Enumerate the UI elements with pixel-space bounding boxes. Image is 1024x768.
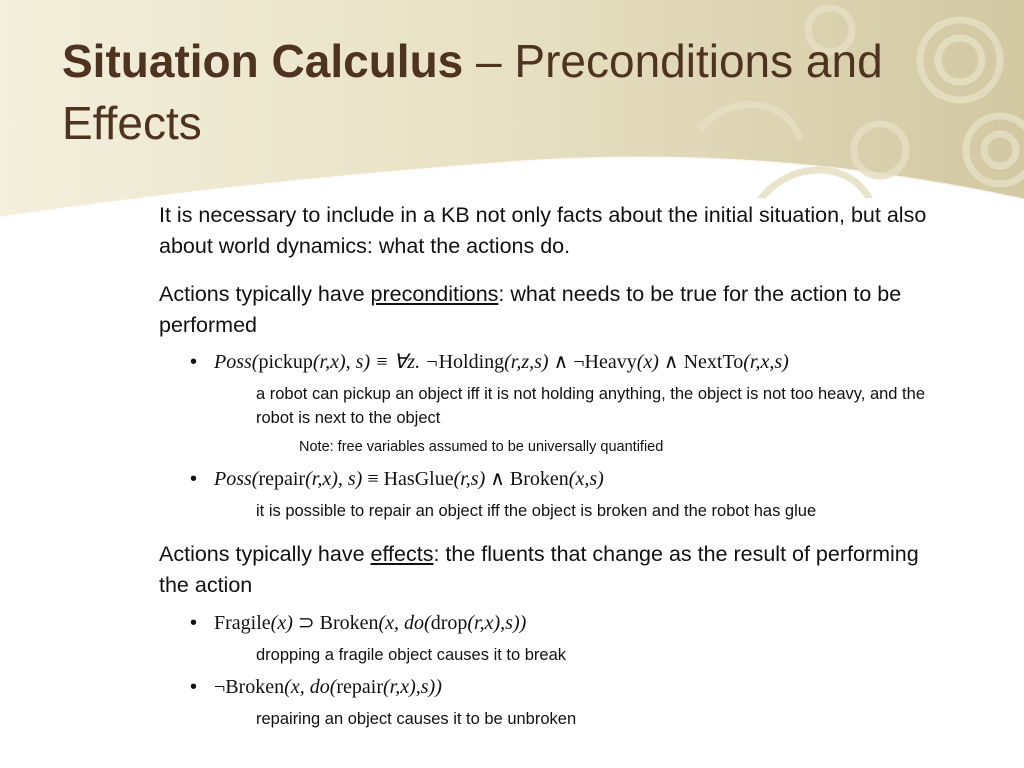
formula-part: (r,x,s) [743, 351, 789, 373]
effects-tail: : the fluents that change as the result of performing the action [159, 542, 919, 597]
formula-part: (r,x),s)) [383, 676, 442, 698]
effects-paragraph [159, 539, 939, 601]
formula-part: (x) [636, 351, 659, 373]
formula-part: (x, do( [378, 612, 431, 634]
preconditions-lead: Actions typically have [159, 282, 371, 306]
formula-part: ∧ [658, 351, 684, 373]
fragile-description: dropping a fragile object causes it to break [256, 646, 567, 664]
formula-part: Poss( [214, 351, 259, 373]
slide-title [62, 30, 1002, 154]
formula-part: (x, do( [284, 676, 337, 698]
bullet-dot: • [190, 468, 198, 490]
bullet-dot: • [190, 612, 198, 634]
formula-part: (r,z,s) [504, 351, 549, 373]
formula-part: (r,x), s) [312, 351, 371, 373]
formula-part: Broken [509, 468, 569, 490]
formula-part: drop [430, 612, 468, 634]
formula-part: (r,s) [453, 468, 486, 490]
quantification-note: Note: free variables assumed to be universally quantified [299, 439, 664, 455]
formula-part: Broken [319, 612, 379, 634]
title-bold: Situation Calculus [62, 35, 464, 87]
formula-part: (r,x),s)) [467, 612, 527, 634]
formula-part: ¬Broken [214, 676, 285, 698]
bullet-dot: • [190, 676, 198, 698]
preconditions-paragraph [159, 279, 939, 341]
effects-lead: Actions typically have [159, 542, 371, 566]
formula-fragile-broken [190, 610, 930, 636]
formula-poss-pickup [190, 349, 930, 375]
formula-part: ≡ [362, 468, 384, 490]
formula-part: (r,x), s) [305, 468, 363, 490]
formula-part: ⊃ [292, 612, 320, 634]
formula-part: repair [258, 468, 306, 490]
formula-part: repair [336, 676, 383, 698]
formula-part: Holding [438, 351, 505, 373]
formula-part: ≡ ∀z. ¬ [370, 351, 439, 373]
repair-description: it is possible to repair an object iff the object is broken and the robot has glue [256, 502, 817, 520]
formula-not-broken [190, 674, 930, 700]
formula-part: ∧ [485, 468, 510, 490]
formula-part: Fragile [214, 612, 271, 634]
effects-keyword: effects [370, 542, 434, 566]
formula-part: (x,s) [568, 468, 604, 490]
formula-poss-repair [190, 466, 930, 492]
preconditions-keyword: preconditions [370, 282, 499, 306]
unbroken-description: repairing an object causes it to be unbroken [256, 710, 577, 728]
formula-part: ∧ ¬ [548, 351, 585, 373]
pickup-description: a robot can pickup an object iff it is not holding anything, the object is not too heavy, and the robot is next to the object [256, 385, 925, 427]
formula-part: (x) [270, 612, 293, 634]
intro-paragraph: It is necessary to include in a KB not only facts about the initial situation, but also about world dynamics: what the actions do. [159, 203, 927, 258]
title-rest: – Preconditions and Effects [62, 35, 883, 149]
formula-part: HasGlue [383, 468, 454, 490]
formula-part: Poss( [214, 468, 259, 490]
formula-part: NextTo [683, 351, 744, 373]
bullet-dot: • [190, 351, 198, 373]
formula-part: pickup [258, 351, 313, 373]
formula-part: Heavy [584, 351, 637, 373]
content-box [150, 198, 936, 768]
preconditions-tail: : what needs to be true for the action to be performed [159, 282, 902, 337]
